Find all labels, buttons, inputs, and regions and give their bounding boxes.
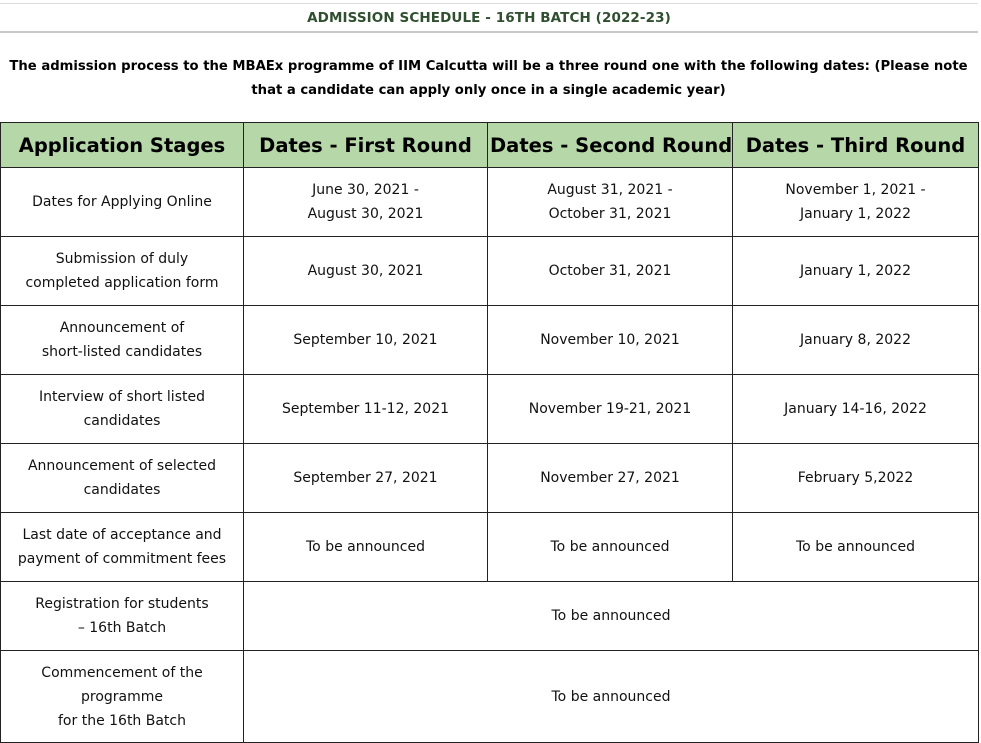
admission-schedule-table: [0, 122, 979, 743]
stage-cell: [1, 651, 244, 743]
stage-cell: [1, 168, 244, 237]
stage-text: Submission of duly: [55, 251, 189, 267]
date-text: November 1, 2021 -: [785, 182, 926, 198]
date-text: September 11-12, 2021: [281, 401, 450, 417]
stage-text: Commencement of the: [41, 664, 203, 681]
date-text: January 8, 2022: [800, 332, 911, 348]
date-text: June 30, 2021 -: [312, 182, 419, 198]
table-row: [1, 375, 979, 444]
merged-date-cell: [244, 651, 979, 743]
first-round-cell: [244, 237, 488, 306]
date-text: January 14-16, 2022: [784, 401, 927, 417]
second-round-cell: [488, 237, 733, 306]
stage-text: candidates: [83, 413, 161, 429]
stage-cell: [1, 582, 244, 651]
stage-text: Interview of short listed: [39, 389, 205, 405]
date-text: To be announced: [550, 539, 670, 555]
stage-text: Registration for students: [35, 596, 209, 612]
first-round-cell: [244, 375, 488, 444]
stage-text: Announcement of: [59, 320, 185, 336]
stage-text: programme: [80, 688, 163, 705]
date-text: February 5,2022: [797, 470, 914, 486]
stage-text: Announcement of selected: [27, 458, 217, 474]
stage-text: Last date of acceptance and: [22, 527, 222, 543]
third-round-cell: [733, 237, 979, 306]
third-round-cell: [733, 444, 979, 513]
stage-text: payment of commitment fees: [17, 551, 227, 567]
date-text: To be announced: [306, 539, 425, 555]
stage-text: short-listed candidates: [41, 344, 203, 360]
table-row: [1, 582, 979, 651]
stage-cell: [1, 375, 244, 444]
stage-text: – 16th Batch: [77, 620, 167, 636]
stage-cell: [1, 513, 244, 582]
table-row: [1, 651, 979, 743]
date-text: August 30, 2021: [307, 263, 424, 279]
intro-text: The admission process to the MBAEx programme of IIM Calcutta will be a three round one with the following dates: (Please note that a candidate can apply only once in a single academic year): [9, 59, 968, 98]
stage-text: candidates: [83, 482, 161, 498]
second-round-cell: [488, 513, 733, 582]
third-round-cell: [733, 375, 979, 444]
date-text: October 31, 2021: [548, 206, 672, 222]
header-first-round: Dates - First Round: [244, 123, 488, 168]
date-text: November 19-21, 2021: [528, 401, 692, 417]
stage-text: Dates for Applying Online: [32, 194, 212, 210]
stage-text: completed application form: [25, 275, 219, 291]
first-round-cell: [244, 513, 488, 582]
second-round-cell: [488, 444, 733, 513]
date-text: To be announced: [551, 608, 671, 624]
page-title: ADMISSION SCHEDULE - 16TH BATCH (2022-23): [0, 3, 978, 33]
second-round-cell: [488, 168, 733, 237]
date-text: To be announced: [551, 688, 671, 705]
merged-date-cell: [244, 582, 979, 651]
date-text: August 31, 2021 -: [547, 182, 673, 198]
header-second-round: Dates - Second Round: [488, 123, 733, 168]
date-text: To be announced: [796, 539, 915, 555]
header-application-stages: Application Stages: [1, 123, 244, 168]
table-row: [1, 168, 979, 237]
first-round-cell: [244, 168, 488, 237]
date-text: October 31, 2021: [548, 263, 672, 279]
date-text: January 1, 2022: [800, 263, 911, 279]
date-text: August 30, 2021: [307, 206, 424, 222]
second-round-cell: [488, 375, 733, 444]
third-round-cell: [733, 306, 979, 375]
stage-text: for the 16th Batch: [58, 712, 186, 729]
stage-cell: [1, 444, 244, 513]
date-text: January 1, 2022: [800, 206, 911, 222]
date-text: September 27, 2021: [293, 470, 438, 486]
date-text: November 27, 2021: [540, 470, 680, 486]
table-header-row: [1, 123, 979, 168]
stage-cell: [1, 306, 244, 375]
table-row: [1, 513, 979, 582]
date-text: September 10, 2021: [293, 332, 438, 348]
third-round-cell: [733, 168, 979, 237]
date-text: November 10, 2021: [540, 332, 680, 348]
first-round-cell: [244, 444, 488, 513]
third-round-cell: [733, 513, 979, 582]
table-row: [1, 306, 979, 375]
header-third-round: Dates - Third Round: [733, 123, 979, 168]
table-row: [1, 444, 979, 513]
table-row: [1, 237, 979, 306]
second-round-cell: [488, 306, 733, 375]
first-round-cell: [244, 306, 488, 375]
stage-cell: [1, 237, 244, 306]
